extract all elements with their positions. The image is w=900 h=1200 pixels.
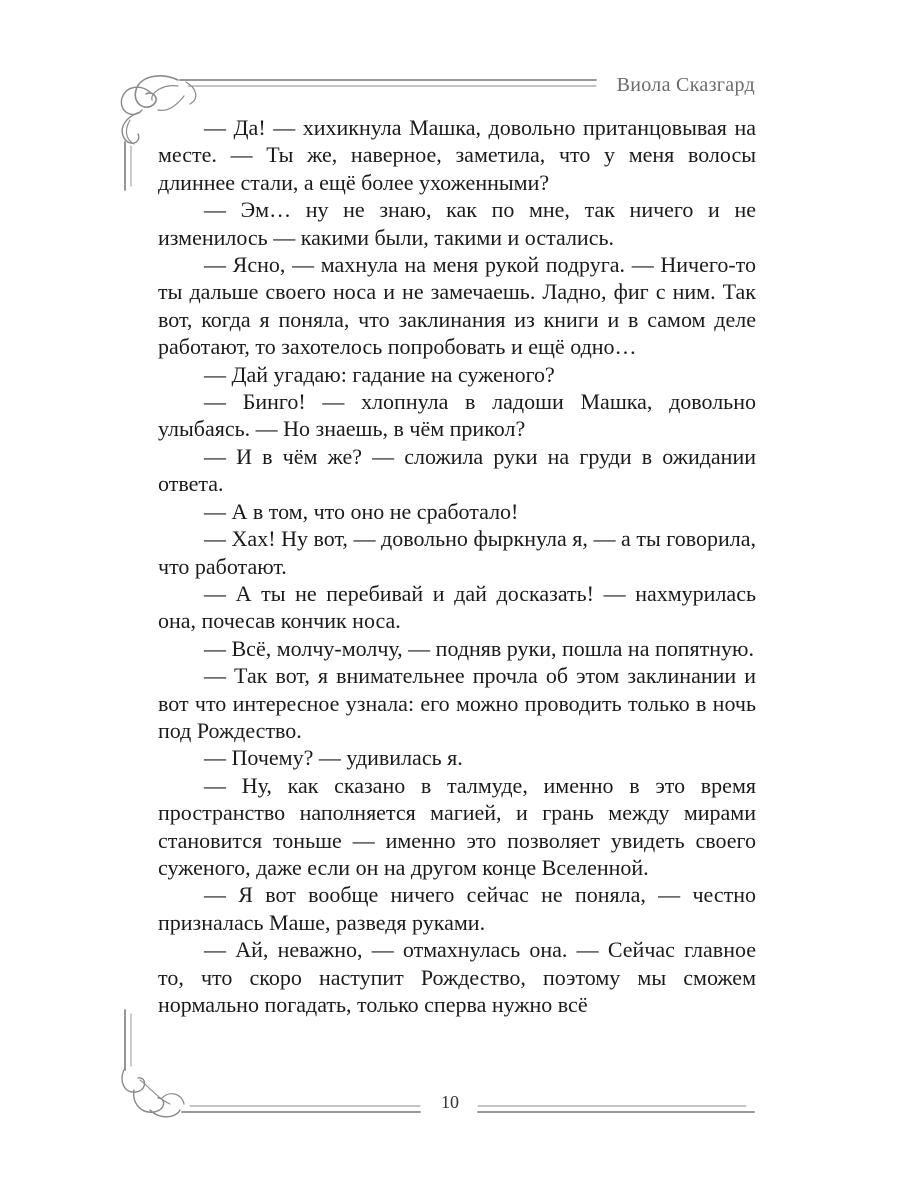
running-head-author: Виола Сказгард bbox=[616, 74, 755, 96]
paragraph: — Дай угадаю: гадание на суженого? bbox=[204, 361, 555, 387]
paragraph: — А ты не перебивай и дай досказать! — нахмурилась она, почесав кончик носа. bbox=[158, 580, 756, 634]
paragraph: — Хах! Ну вот, — довольно фыркнула я, — а ты говорила, что работают. bbox=[158, 526, 756, 579]
paragraph: — Я вот вообще ничего сейчас не поняла, — честно призналась Маше, разведя руками. bbox=[158, 882, 756, 935]
paragraph: — Так вот, я внимательнее прочла об этом заклинании и вот что интересное узнала: его можно проводить только в ночь под Рождество. bbox=[158, 663, 756, 743]
paragraph: — Ай, неважно, — отмахнулась она. — Сейчас главное то, что скоро наступит Рождество, поэтому мы сможем нормально погадать, только сперва нужно всё bbox=[158, 937, 756, 1017]
body-text bbox=[158, 114, 756, 1018]
paragraph: — Почему? — удивилась я. bbox=[204, 745, 463, 771]
paragraph: — И в чём же? — сложила руки на груди в ожидании ответа. bbox=[158, 443, 756, 497]
paragraph: — Эм… ну не знаю, как по мне, так ничего и не изменилось — какими были, такими и остались. bbox=[158, 197, 756, 250]
paragraph: — А в том, что оно не сработало! bbox=[204, 498, 519, 524]
paragraph: — Всё, молчу-молчу, — подняв руки, пошла на попятную. bbox=[204, 635, 754, 661]
paragraph: — Бинго! — хлопнула в ладоши Машка, довольно улыбаясь. — Но знаешь, в чём прикол? bbox=[158, 389, 756, 442]
paragraph: — Да! — хихикнула Машка, довольно пританцовывая на месте. — Ты же, наверное, заметила, что у меня волосы длиннее стали, а ещё более ухоженными? bbox=[158, 115, 756, 195]
paragraph: — Ясно, — махнула на меня рукой подруга. — Ничего-то ты дальше своего носа и не замечаешь. Ладно, фиг с ним. Так вот, когда я поняла, что заклинания из книги и в самом деле работают, то захотелось попробовать и ещё одно… bbox=[158, 252, 756, 360]
paragraph: — Ну, как сказано в талмуде, именно в это время пространство наполняется магией, и грань между мирами становится тоньше — именно это позволяет увидеть своего суженого, даже если он на другом конце Вселенной. bbox=[158, 772, 756, 880]
page-number: 10 bbox=[441, 1092, 459, 1112]
